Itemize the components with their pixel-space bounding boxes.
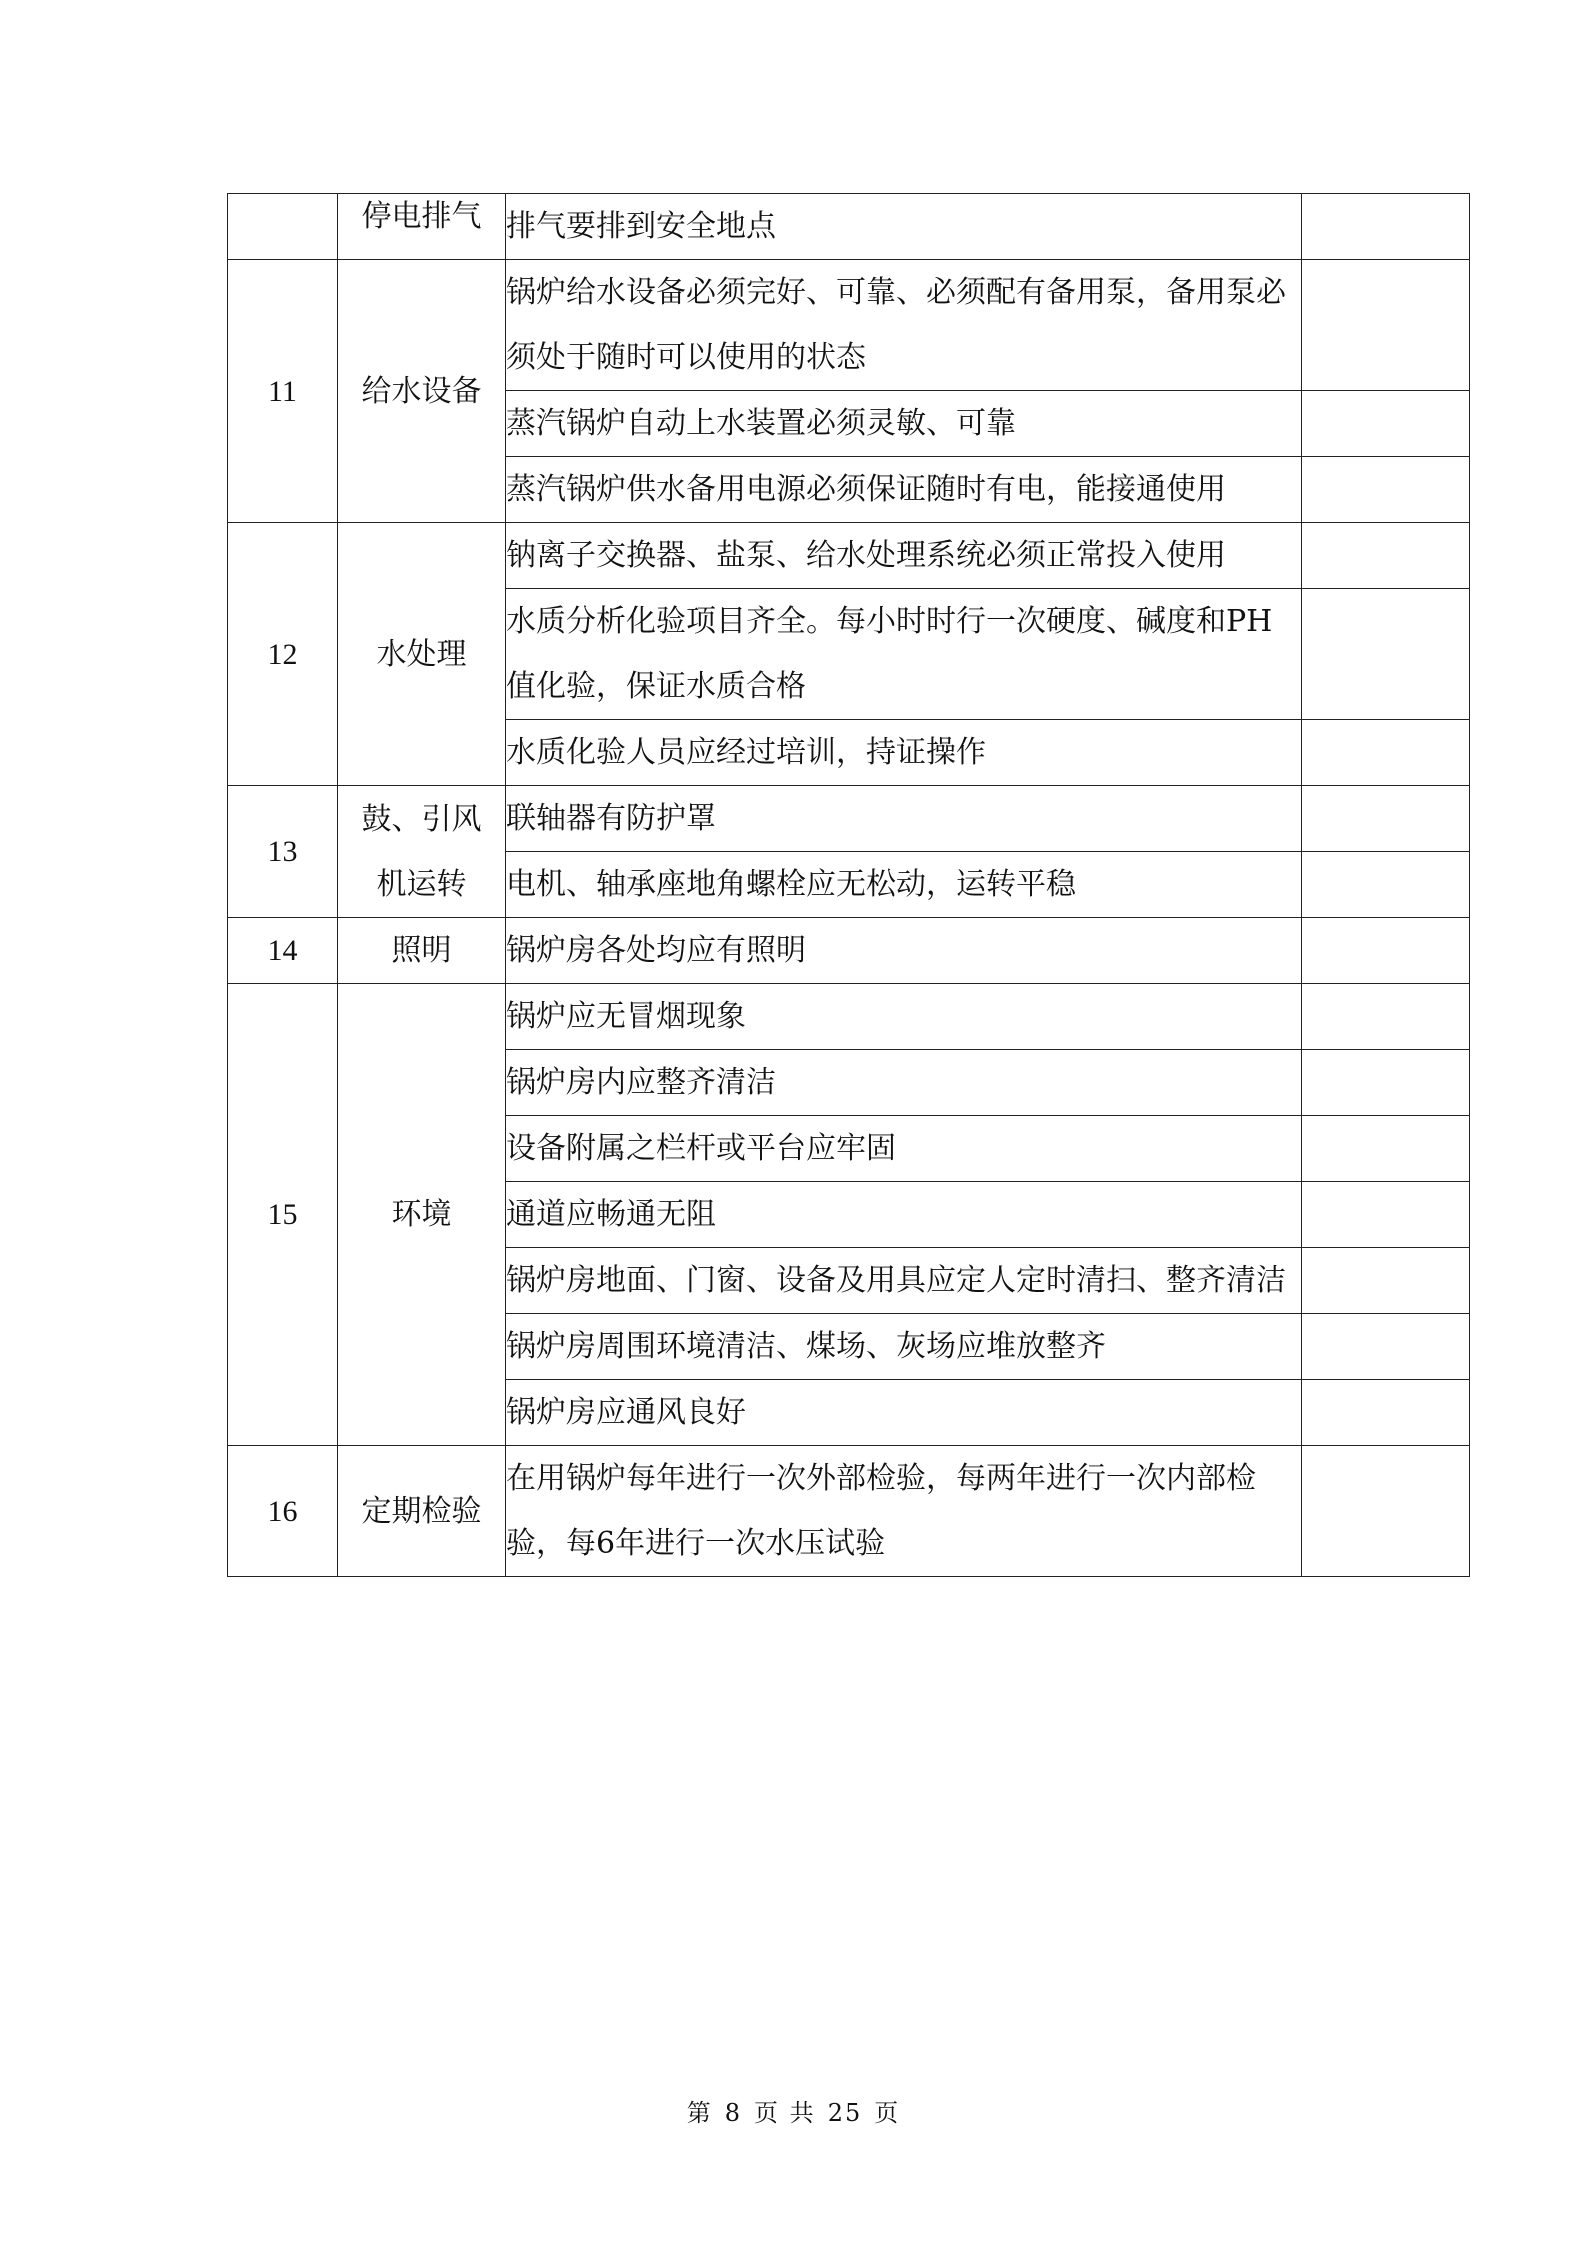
table-row — [228, 918, 1470, 984]
item-number-cell: 13 — [228, 786, 338, 918]
result-cell[interactable] — [1302, 984, 1470, 1050]
check-item-cell: 停电排气 — [338, 194, 506, 260]
requirement-cell: 锅炉应无冒烟现象 — [506, 984, 1302, 1050]
footer-total-pages: 25 — [827, 2099, 863, 2127]
table-row — [228, 786, 1470, 852]
result-cell[interactable] — [1302, 1380, 1470, 1446]
result-cell[interactable] — [1302, 1314, 1470, 1380]
table-row — [228, 194, 1470, 260]
result-cell[interactable] — [1302, 1248, 1470, 1314]
requirement-cell: 设备附属之栏杆或平台应牢固 — [506, 1116, 1302, 1182]
requirement-cell: 钠离子交换器、盐泵、给水处理系统必须正常投入使用 — [506, 523, 1302, 589]
requirement-cell: 排气要排到安全地点 — [506, 194, 1302, 260]
table-row — [228, 1446, 1470, 1577]
result-cell[interactable] — [1302, 194, 1470, 260]
result-cell[interactable] — [1302, 1050, 1470, 1116]
page-footer — [0, 2093, 1587, 2128]
footer-page-number: 8 — [724, 2099, 743, 2127]
item-number-cell: 16 — [228, 1446, 338, 1577]
table-body — [228, 194, 1470, 1577]
result-cell[interactable] — [1302, 391, 1470, 457]
footer-suffix: 页 — [874, 2099, 901, 2127]
check-item-cell: 照明 — [338, 918, 506, 984]
requirement-cell: 锅炉房地面、门窗、设备及用具应定人定时清扫、整齐清洁 — [506, 1248, 1302, 1314]
result-cell[interactable] — [1302, 918, 1470, 984]
item-number-cell: 15 — [228, 984, 338, 1446]
result-cell[interactable] — [1302, 786, 1470, 852]
check-item-cell: 水处理 — [338, 523, 506, 786]
requirement-cell: 联轴器有防护罩 — [506, 786, 1302, 852]
requirement-cell: 锅炉房周围环境清洁、煤场、灰场应堆放整齐 — [506, 1314, 1302, 1380]
table-row — [228, 260, 1470, 391]
requirement-cell: 水质化验人员应经过培训，持证操作 — [506, 720, 1302, 786]
result-cell[interactable] — [1302, 720, 1470, 786]
requirement-cell: 蒸汽锅炉供水备用电源必须保证随时有电，能接通使用 — [506, 457, 1302, 523]
check-item-cell: 定期检验 — [338, 1446, 506, 1577]
requirement-cell: 蒸汽锅炉自动上水装置必须灵敏、可靠 — [506, 391, 1302, 457]
requirement-cell: 电机、轴承座地角螺栓应无松动，运转平稳 — [506, 852, 1302, 918]
check-item-cell: 鼓、引风机运转 — [338, 786, 506, 918]
result-cell[interactable] — [1302, 260, 1470, 391]
item-number-cell — [228, 194, 338, 260]
item-number-cell: 14 — [228, 918, 338, 984]
result-cell[interactable] — [1302, 457, 1470, 523]
result-cell[interactable] — [1302, 1182, 1470, 1248]
result-cell[interactable] — [1302, 589, 1470, 720]
requirement-cell: 水质分析化验项目齐全。每小时时行一次硬度、碱度和PH值化验，保证水质合格 — [506, 589, 1302, 720]
requirement-cell: 锅炉给水设备必须完好、可靠、必须配有备用泵，备用泵必须处于随时可以使用的状态 — [506, 260, 1302, 391]
item-number-cell: 12 — [228, 523, 338, 786]
requirement-cell: 锅炉房内应整齐清洁 — [506, 1050, 1302, 1116]
requirement-cell: 通道应畅通无阻 — [506, 1182, 1302, 1248]
result-cell[interactable] — [1302, 1116, 1470, 1182]
table-row — [228, 523, 1470, 589]
result-cell[interactable] — [1302, 523, 1470, 589]
result-cell[interactable] — [1302, 1446, 1470, 1577]
table-row — [228, 984, 1470, 1050]
result-cell[interactable] — [1302, 852, 1470, 918]
footer-middle: 页 共 — [754, 2099, 816, 2127]
footer-prefix: 第 — [686, 2099, 713, 2127]
item-number-cell: 11 — [228, 260, 338, 523]
check-item-cell: 环境 — [338, 984, 506, 1446]
check-item-cell: 给水设备 — [338, 260, 506, 523]
requirement-cell: 在用锅炉每年进行一次外部检验，每两年进行一次内部检验，每6年进行一次水压试验 — [506, 1446, 1302, 1577]
requirement-cell: 锅炉房应通风良好 — [506, 1380, 1302, 1446]
inspection-table — [227, 193, 1470, 1577]
requirement-cell: 锅炉房各处均应有照明 — [506, 918, 1302, 984]
